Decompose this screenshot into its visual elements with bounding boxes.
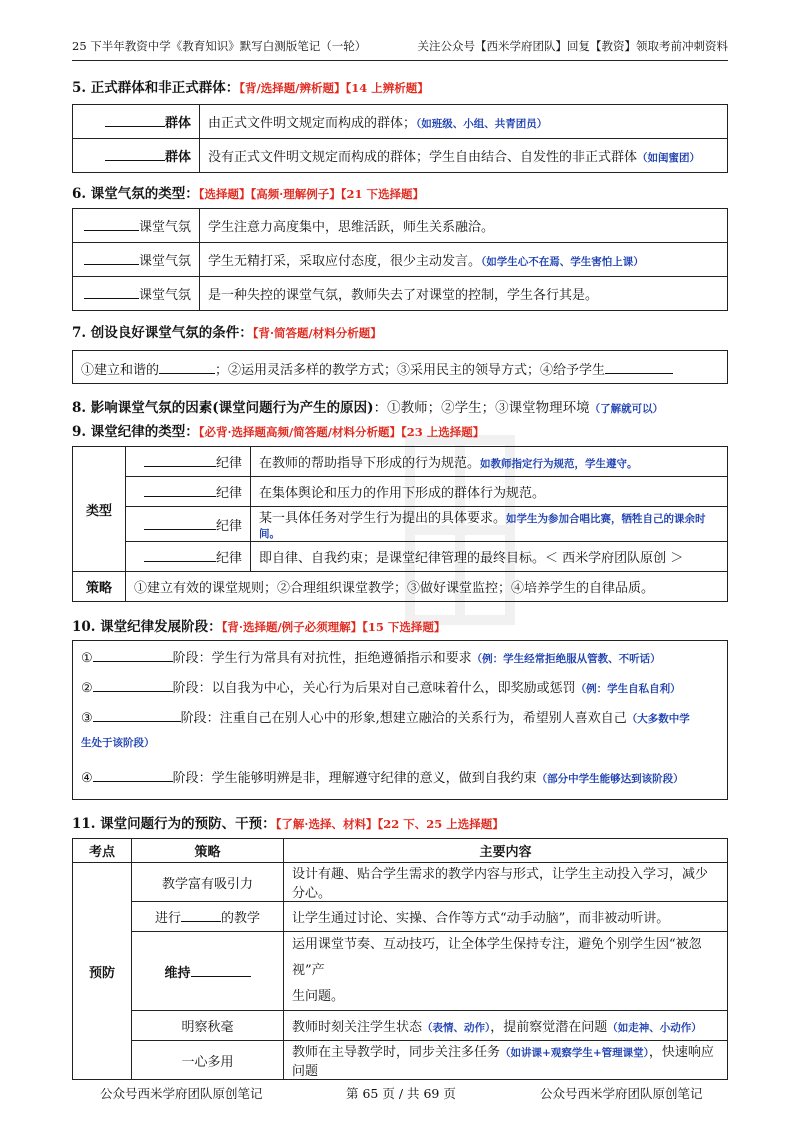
strategy-label: 策略 xyxy=(73,572,126,602)
col-header: 考点 xyxy=(73,839,132,863)
content-note: （如讲课+观察学生+管理课堂） xyxy=(500,1047,649,1059)
table-row xyxy=(73,447,728,477)
list-item xyxy=(81,677,681,696)
section-8-title: 8. 影响课堂气氛的因素(课堂问题行为产生的原因) xyxy=(72,400,374,416)
label-text: 课堂气氛 xyxy=(138,288,191,303)
table-row xyxy=(73,542,728,572)
content-text: 学生无精打采，采取应付态度，很少主动发言。 xyxy=(208,254,482,269)
section-11-heading xyxy=(72,812,504,832)
row-label xyxy=(73,105,200,139)
strategy-cell: 教学富有吸引力 xyxy=(132,863,284,902)
table-header xyxy=(73,839,728,863)
row-content xyxy=(251,447,728,477)
table-row xyxy=(73,243,728,277)
fill-blank[interactable] xyxy=(105,146,165,161)
table-row xyxy=(73,1011,728,1041)
section-9-heading xyxy=(72,420,484,440)
fill-blank[interactable] xyxy=(159,359,215,374)
list-item-continued xyxy=(81,735,155,750)
row-content xyxy=(200,243,728,277)
row-label xyxy=(73,243,200,277)
content-note: （如班级、小组、共青团员） xyxy=(416,118,548,130)
fill-blank[interactable] xyxy=(105,112,165,127)
section-6-tag: 【选择题】【高频·理解例子】【21 下选择题】 xyxy=(198,187,425,201)
item-num: ② xyxy=(81,681,93,696)
row-content xyxy=(200,277,728,311)
table-row xyxy=(73,507,728,542)
content-cell xyxy=(284,1041,728,1080)
item-note: （例：学生自私自利） xyxy=(575,683,681,695)
fill-blank[interactable] xyxy=(93,707,181,722)
section-11-title: 11. 课堂问题行为的预防、干预： xyxy=(72,816,276,832)
header-left: 25 下半年教资中学《教育知识》默写白测版笔记（一轮） xyxy=(72,39,367,53)
item-note: （部分中学生能够达到该阶段） xyxy=(536,773,684,785)
strategy-text: 的教学 xyxy=(221,911,261,926)
content-note: 如教师指定行为规范，学生遵守。 xyxy=(480,458,638,470)
fill-blank[interactable] xyxy=(93,767,173,782)
fill-blank[interactable] xyxy=(605,359,673,374)
section-5-heading xyxy=(72,76,429,96)
strategy-text: 维持 xyxy=(164,965,191,981)
fill-blank[interactable] xyxy=(144,515,216,530)
content-cell xyxy=(284,932,728,1011)
row-label xyxy=(126,542,251,572)
content-text: 运用课堂节奏、互动技巧，让全体学生保持专注，避免个别学生因“被忽视”产 xyxy=(292,937,702,978)
content-text: ，快速响应问题 xyxy=(292,1045,714,1079)
row-label xyxy=(126,477,251,507)
content-cell: 让学生通过讨论、实操、合作等方式“动手动脑”，而非被动听讲。 xyxy=(284,902,728,932)
strategy-content: ①建立有效的课堂规则；②合理组织课堂教学；③做好课堂监控；④培养学生的自律品质。 xyxy=(126,572,728,602)
section-7-heading xyxy=(72,321,382,341)
page-header xyxy=(72,38,728,58)
content-note: （如学生心不在焉、学生害怕上课） xyxy=(481,256,644,268)
content-text: 生问题。 xyxy=(292,989,345,1004)
section-8-text: ：①教师；②学生；③课堂物理环境 xyxy=(373,400,590,416)
item-text: 阶段：学生能够明辨是非，理解遵守纪律的意义，做到自我约束 xyxy=(172,771,537,786)
section-5-table xyxy=(72,104,728,173)
content-cell: 设计有趣、贴合学生需求的教学内容与形式，让学生主动投入学习，减少分心。 xyxy=(284,863,728,902)
section-6-heading xyxy=(72,182,424,202)
strategy-text: 进行 xyxy=(154,911,181,926)
page-number: 第 65 页 / 共 69 页 xyxy=(346,1086,456,1101)
type-label: 类型 xyxy=(73,447,126,572)
fill-blank[interactable] xyxy=(84,284,139,299)
label-text: 纪律 xyxy=(215,551,242,566)
label-text: 纪律 xyxy=(215,518,242,534)
fill-blank[interactable] xyxy=(93,677,173,692)
row-content xyxy=(200,209,728,243)
col-header: 主要内容 xyxy=(284,839,728,863)
table-row xyxy=(73,572,728,602)
strategy-cell: 明察秋毫 xyxy=(132,1011,284,1041)
label-text: 纪律 xyxy=(215,456,242,471)
list-item xyxy=(81,707,690,726)
header-divider xyxy=(72,60,728,61)
content-text: 学生注意力高度集中，思维活跃，师生关系融洽。 xyxy=(208,220,495,235)
strategy-cell xyxy=(132,932,284,1011)
section-10-tag: 【背·选择题/例子必须理解】【15 下选择题】 xyxy=(221,620,446,634)
section-6-table xyxy=(72,208,728,311)
label-text: 课堂气氛 xyxy=(138,254,191,269)
fill-blank[interactable] xyxy=(191,962,251,977)
section-9-title: 9. 课堂纪律的类型： xyxy=(72,424,199,440)
table-row xyxy=(73,105,728,139)
content-text: 教师在主导教学时，同步关注多任务 xyxy=(292,1045,501,1060)
text-part: ；②运用灵活多样的教学方式；③采用民主的领导方式；④给予学生 xyxy=(215,363,606,378)
item-text: 阶段：学生行为常具有对抗性，拒绝遵循指示和要求 xyxy=(172,651,472,666)
table-row xyxy=(73,277,728,311)
content-text: 即自律、自我约束；是课堂纪律管理的最终目标。＜ 西米学府团队原创 ＞ xyxy=(259,551,684,566)
row-label xyxy=(73,209,200,243)
table-row xyxy=(73,139,728,173)
text-part: ①建立和谐的 xyxy=(81,363,160,378)
list-item xyxy=(81,647,661,666)
content-text: 教师时刻关注学生状态 xyxy=(292,1020,423,1035)
content-note: 如学生为参加合唱比赛，牺牲自己的课余时间。 xyxy=(259,513,706,540)
footer-right: 公众号西米学府团队原创笔记 xyxy=(540,1086,703,1101)
section-11-table xyxy=(72,838,728,1080)
content-note: （表情、动作） xyxy=(422,1022,491,1034)
section-10-heading xyxy=(72,615,445,635)
footer-left: 公众号西米学府团队原创笔记 xyxy=(100,1086,263,1101)
content-text: 由正式文件明文规定而构成的群体； xyxy=(208,116,417,131)
item-num: ③ xyxy=(81,711,93,726)
section-8-heading xyxy=(72,396,663,416)
content-text: 在教师的帮助指导下形成的行为规范。 xyxy=(259,456,481,471)
row-content xyxy=(251,542,728,572)
section-5-title: 5. 正式群体和非正式群体： xyxy=(72,80,240,96)
item-note: 生处于该阶段） xyxy=(81,737,155,749)
item-num: ① xyxy=(81,651,93,666)
fill-blank[interactable] xyxy=(144,452,216,467)
table-row xyxy=(73,1041,728,1080)
row-content xyxy=(251,477,728,507)
fill-blank[interactable] xyxy=(93,647,173,662)
section-8-note: （了解就可以） xyxy=(589,403,664,415)
section-10-title: 10. 课堂纪律发展阶段： xyxy=(72,619,222,635)
list-item xyxy=(81,767,684,786)
table-row xyxy=(73,863,728,902)
section-9-table xyxy=(72,446,728,602)
fill-blank[interactable] xyxy=(181,907,221,922)
label-text: 纪律 xyxy=(215,486,242,501)
col-header: 策略 xyxy=(132,839,284,863)
section-5-tag: 【背/选择题/辨析题】【14 上辨析题】 xyxy=(239,81,429,95)
table-row xyxy=(73,477,728,507)
section-7-tag: 【背·简答题/材料分析题】 xyxy=(252,326,382,340)
table-row xyxy=(73,209,728,243)
section-10-box xyxy=(72,640,728,800)
section-7-text xyxy=(81,359,673,378)
content-cell xyxy=(284,1011,728,1041)
content-text: 在集体舆论和压力的作用下形成的群体行为规范。 xyxy=(259,486,546,501)
section-6-title: 6. 课堂气氛的类型： xyxy=(72,186,199,202)
row-label xyxy=(73,277,200,311)
row-content xyxy=(200,139,728,173)
label-text: 课堂气氛 xyxy=(138,220,191,235)
fill-blank[interactable] xyxy=(84,216,139,231)
group-label: 预防 xyxy=(73,863,132,1080)
fill-blank[interactable] xyxy=(144,482,216,497)
section-9-tag: 【必背·选择题高频/简答题/材料分析题】【23 上选择题】 xyxy=(198,425,485,439)
row-content xyxy=(251,507,728,542)
content-text: ，提前察觉潜在问题 xyxy=(490,1020,608,1035)
fill-blank[interactable] xyxy=(84,250,139,265)
content-note: （如走神、小动作） xyxy=(607,1022,702,1034)
content-text: 是一种失控的课堂气氛，教师失去了对课堂的控制，学生各行其是。 xyxy=(208,288,599,303)
item-text: 阶段：以自我为中心，关心行为后果对自己意味着什么，即奖励或惩罚 xyxy=(172,681,576,696)
fill-blank[interactable] xyxy=(144,547,216,562)
table-row xyxy=(73,932,728,1011)
row-content xyxy=(200,105,728,139)
content-text: 没有正式文件明文规定而构成的群体；学生自由结合、自发性的非正式群体 xyxy=(208,150,638,165)
content-note: （如闺蜜团） xyxy=(637,152,701,164)
row-label xyxy=(126,507,251,542)
section-11-tag: 【了解·选择、材料】【22 下、25 上选择题】 xyxy=(275,817,504,831)
item-note: （大多数中学 xyxy=(626,713,690,725)
label-text: 群体 xyxy=(164,150,191,165)
strategy-cell: 一心多用 xyxy=(132,1041,284,1080)
content-text: 某一具体任务对学生行为提出的具体要求。 xyxy=(259,511,507,526)
strategy-cell xyxy=(132,902,284,932)
label-text: 群体 xyxy=(164,116,191,131)
item-text: 阶段：注重自己在别人心中的形象,想建立融洽的关系行为，希望别人喜欢自己 xyxy=(180,711,627,726)
row-label xyxy=(73,139,200,173)
row-label xyxy=(126,447,251,477)
section-7-box xyxy=(72,350,728,384)
header-right: 关注公众号【西米学府团队】回复【教资】领取考前冲刺资料 xyxy=(417,39,728,53)
table-row xyxy=(73,902,728,932)
section-7-title: 7. 创设良好课堂气氛的条件： xyxy=(72,325,253,341)
item-num: ④ xyxy=(81,771,93,786)
item-note: （例：学生经常拒绝服从管教、不听话） xyxy=(471,653,661,665)
